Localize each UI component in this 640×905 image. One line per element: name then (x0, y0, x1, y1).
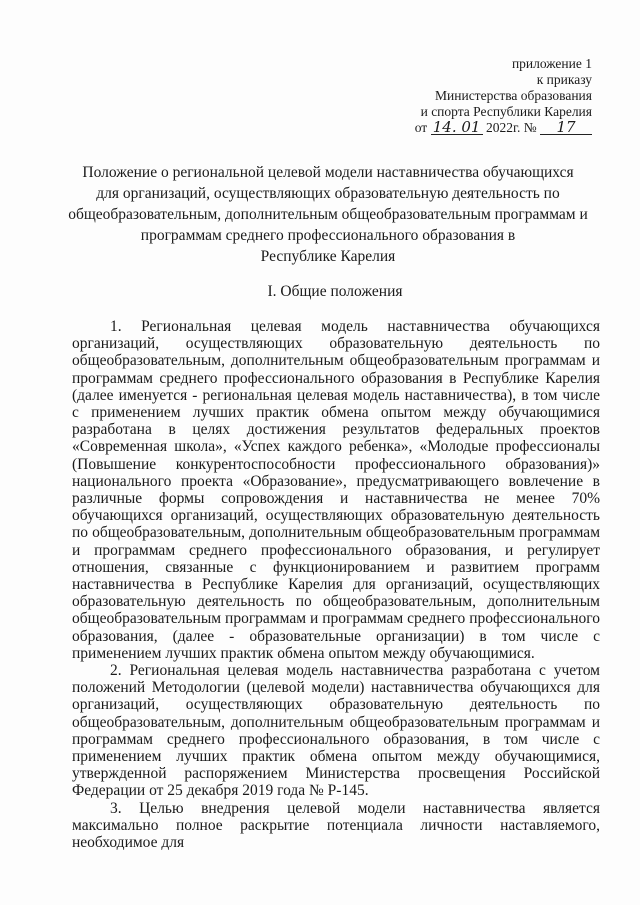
order-reference: к приказу (536, 72, 592, 87)
section-heading: I. Общие положения (267, 283, 403, 300)
document-body (72, 318, 600, 851)
paragraph-3: 3. Целью внедрения целевой модели наставничества является максимально полное раскрытие потенциала личности наставляемого, необходимое для (72, 799, 600, 852)
order-date-line (415, 120, 592, 136)
appendix-header (415, 56, 592, 136)
ministry-name: Министерства образования (435, 88, 592, 103)
date-prefix: от (414, 120, 428, 135)
document-title (60, 162, 596, 267)
title-line-1: Положение о региональной целевой модели наставничества обучающихся (82, 164, 574, 181)
handwritten-order-number: 17 (540, 120, 592, 135)
title-line-2: для организаций, осуществляющих образовательную деятельность по (96, 185, 560, 202)
paragraph-1: 1. Региональная целевая модель наставничества обучающихся организаций, осуществляющих образовательную деятельность по общеобразовательным, дополнительным общеобразовательным программам и программам среднего профессионального образования в Республике Карелия (далее именуется - региональная целевая модель наставничества), в том числе с применением лучших практик обмена опытом между обучающимися разработана в целях достижения результатов федеральных проектов «Современная школа», «Успех каждого ребенка», «Молодые профессионалы (Повышение конкурентоспособности профессионального образования)» национального проекта «Образование», предусматривающего вовлечение в различные формы сопровождения и наставничества не менее 70% обучающихся организаций, осуществляющих образовательную деятельность по общеобразовательным, дополнительным общеобразовательным программам и программам среднего профессионального образования, и регулирует отношения, связанные с функционированием и развитием программ наставничества в Республике Карелия для организаций, осуществляющих образовательную деятельность по общеобразовательным, дополнительным общеобразовательным программам и программам среднего профессионального образования, (далее - образовательные организации) в том числе с применением лучших практик обмена опытом между обучающимися. (72, 318, 600, 662)
title-line-5: Республике Карелия (260, 248, 396, 265)
handwritten-date: 14. 01 (431, 120, 483, 135)
title-line-3: общеобразовательным, дополнительным общеобразовательным программам и (68, 206, 588, 223)
ministry-name-cont: и спорта Республики Карелия (420, 104, 592, 119)
title-line-4: программам среднего профессионального образования в (140, 227, 516, 244)
year-label: 2022г. № (485, 120, 537, 135)
appendix-number: приложение 1 (511, 56, 592, 71)
paragraph-2: 2. Региональная целевая модель наставничества разработана с учетом положений Методологии (целевой модели) наставничества обучающихся для организаций, осуществляющих образовательную деятельность по общеобразовательным, дополнительным общеобразовательным программам и программам среднего профессионального образования, в том числе с применением лучших практик обмена опытом между обучающимися, утвержденной распоряжением Министерства просвещения Российской Федерации от 25 декабря 2019 года № Р-145. (72, 662, 600, 800)
